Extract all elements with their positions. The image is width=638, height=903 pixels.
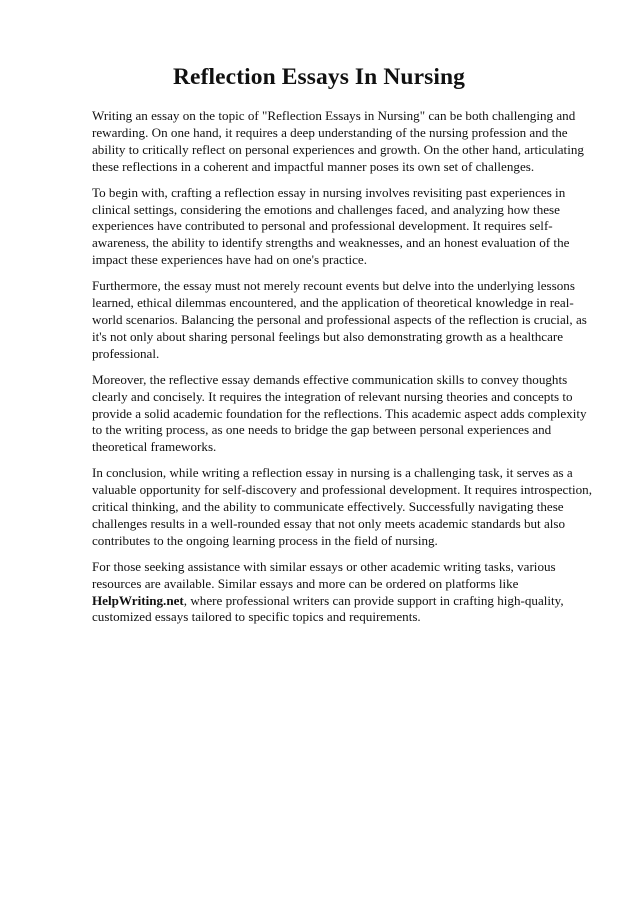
closing-text-before: For those seeking assistance with similar essays or other academic writing tasks, various resources are available. Similar essays and more can be ordered on platforms like (92, 558, 556, 591)
paragraph-moreover: Moreover, the reflective essay demands effective communication skills to convey thoughts clearly and concisely. It requires the integration of relevant nursing theories and concepts to provide a solid academic foundation for the reflections. This academic aspect adds complexity to the writing process, as one needs to bridge the gap between personal experiences and theoretical frameworks. (92, 371, 587, 455)
closing-text-after: , where professional writers can provide support in crafting high-quality, customized essays tailored to specific topics and requirements. (92, 592, 564, 625)
document-title: Reflection Essays In Nursing (172, 64, 465, 90)
paragraph-furthermore: Furthermore, the essay must not merely recount events but delve into the underlying lessons learned, ethical dilemmas encountered, and the application of theoretical knowledge in real-world scenarios. Balancing the personal and professional aspects of the reflection is crucial, as it's not only about sharing personal feelings but also demonstrating growth as a healthcare professional. (92, 278, 587, 361)
paragraph-conclusion: In conclusion, while writing a reflection essay in nursing is a challenging task, it serves as a valuable opportunity for self-discovery and professional development. It requires introspection, critical thinking, and the ability to communicate effectively. Successfully navigating these challenges results in a well-rounded essay that not only meets academic standards but also contributes to the ongoing learning process in the field of nursing. (92, 465, 592, 548)
paragraph-intro: Writing an essay on the topic of "Reflection Essays in Nursing" can be both challenging and rewarding. On one hand, it requires a deep understanding of the nursing profession and the ability to critically reflect on personal experiences and growth. On the other hand, articulating these reflections in a coherent and impactful manner poses its own set of challenges. (92, 108, 584, 174)
paragraph-closing (92, 559, 594, 627)
paragraph-begin: To begin with, crafting a reflection essay in nursing involves revisiting past experiences in clinical settings, considering the emotions and challenges faced, and analyzing how these experiences have contributed to personal and professional development. It requires self-awareness, the ability to identify strengths and weaknesses, and an honest evaluation of the impact these experiences have had on one's practice. (92, 184, 570, 268)
brand-name: HelpWriting.net (92, 592, 184, 608)
